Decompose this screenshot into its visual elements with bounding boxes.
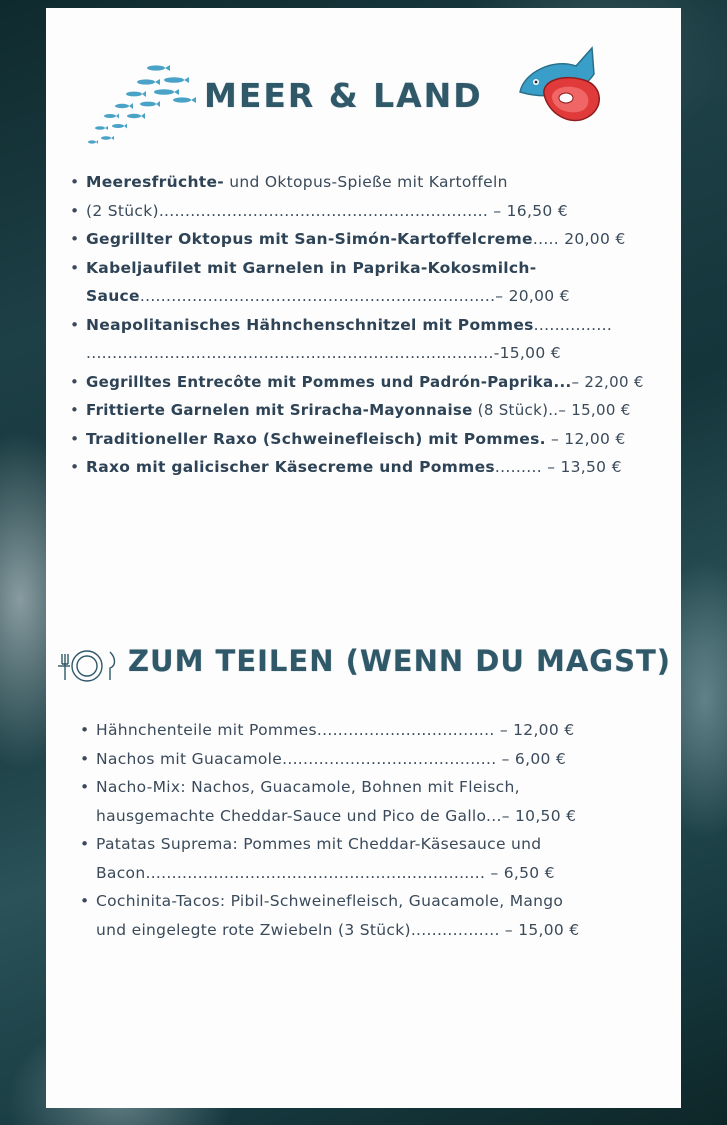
section-title-meer-land: MEER & LAND — [204, 76, 483, 115]
plate-cutlery-icon — [52, 646, 122, 686]
menu-item-continuation: hausgemachte Cheddar-Sauce und Pico de Gallo...– 10,50 € — [96, 806, 577, 825]
section-header-zum-teilen — [46, 636, 681, 696]
fish-steak-icon — [514, 40, 609, 130]
menu-item: • Kabeljaufilet mit Garnelen in Paprika-Kokosmilch- — [68, 254, 658, 283]
section-header-meer-land — [46, 48, 681, 138]
menu-item: • Neapolitanisches Hähnchenschnitzel mit Pommes............... — [68, 311, 658, 340]
zum-teilen-list — [78, 716, 658, 944]
menu-item: • Gegrillter Oktopus mit San-Simón-Kartoffelcreme..... 20,00 € — [68, 225, 658, 254]
menu-item: • Nachos mit Guacamole......................................... – 6,00 € — [78, 745, 658, 774]
menu-item: • Gegrilltes Entrecôte mit Pommes und Padrón-Paprika...– 22,00 € — [68, 368, 658, 397]
menu-item: • Meeresfrüchte- und Oktopus-Spieße mit Kartoffeln — [68, 168, 658, 197]
menu-item-continuation: und eingelegte rote Zwiebeln (3 Stück)................. – 15,00 € — [96, 920, 580, 939]
menu-item: • Nacho-Mix: Nachos, Guacamole, Bohnen mit Fleisch, — [78, 773, 658, 802]
menu-item-continuation: Bacon................................................................. – 6,50 € — [96, 863, 555, 882]
meer-land-list — [68, 168, 658, 482]
menu-item: • Raxo mit galicischer Käsecreme und Pommes......... – 13,50 € — [68, 453, 658, 482]
menu-item: • Traditioneller Raxo (Schweinefleisch) mit Pommes. – 12,00 € — [68, 425, 658, 454]
menu-item: • Patatas Suprema: Pommes mit Cheddar-Käsesauce und — [78, 830, 658, 859]
menu-item: • Cochinita-Tacos: Pibil-Schweinefleisch, Guacamole, Mango — [78, 887, 658, 916]
menu-card — [46, 8, 681, 1108]
menu-item: • (2 Stück)............................................................... – 16,50 € — [68, 197, 658, 226]
menu-item-continuation: ..............................................................................-15,00 € — [86, 344, 561, 362]
fish-school-icon — [86, 58, 201, 148]
section-title-zum-teilen: ZUM TEILEN (WENN DU MAGST) — [128, 644, 672, 678]
menu-item: • Hähnchenteile mit Pommes.................................. – 12,00 € — [78, 716, 658, 745]
menu-item-continuation: Sauce....................................................................– 20,00 € — [86, 287, 570, 305]
menu-item: • Frittierte Garnelen mit Sriracha-Mayonnaise (8 Stück)..– 15,00 € — [68, 396, 658, 425]
